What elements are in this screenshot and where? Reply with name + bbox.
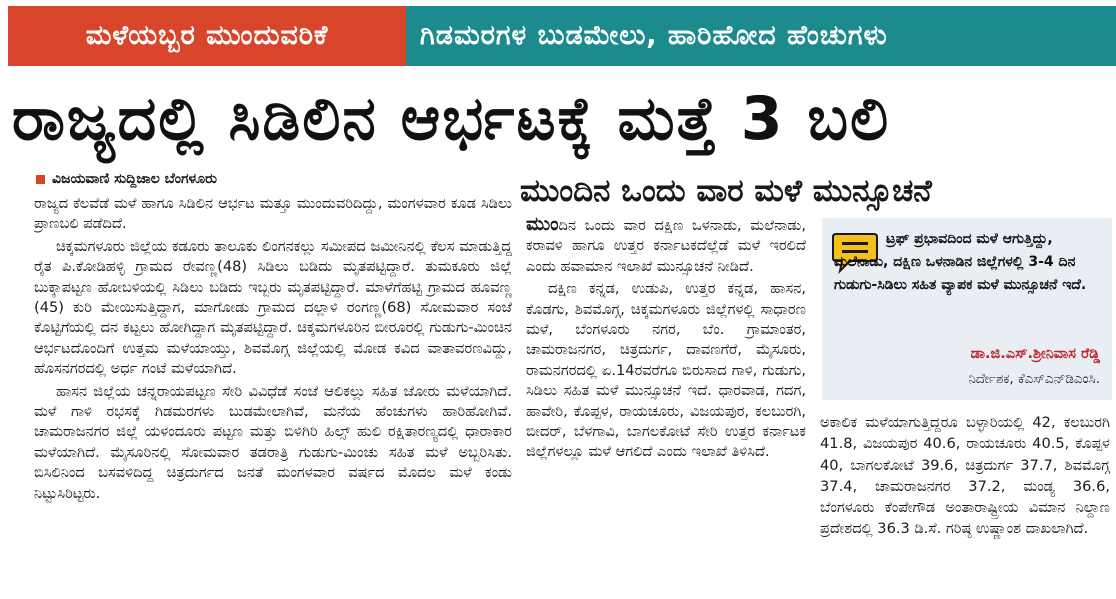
main-headline: ರಾಜ್ಯದಲ್ಲಿ ಸಿಡಿಲಿನ ಆರ್ಭಟಕ್ಕೆ ಮತ್ತೆ 3 ಬಲಿ xyxy=(12,84,891,154)
middle-column xyxy=(526,214,806,599)
banner-right-tag: ಗಿಡಮರಗಳ ಬುಡಮೇಲು, ಹಾರಿಹೋದ ಹೆಂಚುಗಳು xyxy=(406,6,1116,66)
sub-headline: ಮುಂದಿನ ಒಂದು ವಾರ ಮಳೆ ಮುನ್ಸೂಚನೆ xyxy=(520,173,932,209)
left-paragraph-3: ಹಾಸನ ಜಿಲ್ಲೆಯ ಚನ್ನರಾಯಪಟ್ಟಣ ಸೇರಿ ವಿವಿಧೆಡೆ ಸಂಜೆ ಆಲಿಕಲ್ಲು ಸಹಿತ ಜೋರು ಮಳೆಯಾಗಿದೆ. ಮಳೆ ಗಾಳಿ ರಭಸಕ್ಕೆ ಗಿಡಮರಗಳು ಬುಡಮೇಲಾಗಿವೆ, ಮನೆಯ ಹೆಂಚುಗಳು ಹಾರಿಹೋಗಿವೆ. ಚಾಮರಾಜನಗರ ಜಿಲ್ಲೆ ಯಳಂದೂರು ಪಟ್ಟಣ ಮತ್ತು ಬಿಳಿಗಿರಿ ಹಿಲ್ಸ್ ಹುಲಿ ರಕ್ಷಿತಾರಣ್ಯದಲ್ಲಿ ಧಾರಾಕಾರ ಮಳೆಯಾಗಿದೆ. ಮೈಸೂರಿನಲ್ಲಿ ಸೋಮವಾರ ತಡರಾತ್ರಿ ಗುಡುಗು-ಮಿಂಚು ಸಹಿತ ಮಳೆ ಅಬ್ಬರಿಸಿತು. ಬಿಸಿಲಿನಿಂದ ಬಸವಳಿದಿದ್ದ ಚಿತ್ರದುರ್ಗದ ಜನತೆ ಮಂಗಳವಾರ ವರ್ಷದ ಮೊದಲ ಮಳೆ ಕಂಡು ನಿಟ್ಟುಸಿರಿಟ್ಟರು. xyxy=(34,382,512,502)
dropcap: ಮುಂ xyxy=(526,214,559,235)
right-column xyxy=(820,412,1110,599)
quote-text: ಟ್ರಫ್ ಪ್ರಭಾವದಿಂದ ಮಳೆ ಆಗುತ್ತಿದ್ದು, ಮಲೆನಾಡು, ದಕ್ಷಿಣ ಒಳನಾಡಿನ ಜಿಲ್ಲೆಗಳಲ್ಲಿ 3-4 ದಿನ ಗುಡುಗು-ಸಿಡಿಲು ಸಹಿತ ವ್ಯಾಪಕ ಮಳೆ ಮುನ್ಸೂಚನೆ ಇದೆ. xyxy=(834,231,1087,293)
middle-paragraph-1 xyxy=(526,214,806,277)
quote-box xyxy=(822,218,1112,400)
left-paragraph-1: ರಾಜ್ಯದ ಕೆಲವೆಡೆ ಮಳೆ ಹಾಗೂ ಸಿಡಿಲಿನ ಆರ್ಭಟ ಮತ್ತೂ ಮುಂದುವರಿದಿದ್ದು, ಮಂಗಳವಾರ ಕೂಡ ಸಿಡಿಲು ಪ್ರಾಣಬಲಿ ಪಡೆದಿದೆ. xyxy=(34,195,512,233)
section-banner xyxy=(8,6,1116,66)
left-column xyxy=(34,194,512,599)
square-bullet-icon xyxy=(36,175,45,184)
quote-author-name: ಡಾ.ಜಿ.ಎಸ್.ಶ್ರೀನಿವಾಸ ರೆಡ್ಡಿ xyxy=(970,346,1100,362)
middle-paragraph-1-text: ದಿನ ಒಂದು ವಾರ ದಕ್ಷಿಣ ಒಳನಾಡು, ಮಲೆನಾಡು, ಕರಾವಳಿ ಹಾಗೂ ಉತ್ತರ ಕರ್ನಾಟಕದೆಲ್ಲೆಡೆ ಮಳೆ ಇರಲಿದೆ ಎಂದು ಹವಾಮಾನ ಇಲಾಖೆ ಮುನ್ಸೂಚನೆ ನೀಡಿದೆ. xyxy=(526,217,806,275)
byline-text: ವಿಜಯವಾಣಿ ಸುದ್ದಿಜಾಲ ಬೆಂಗಳೂರು xyxy=(52,171,217,187)
right-paragraph: ಅಕಾಲಿಕ ಮಳೆಯಾಗುತ್ತಿದ್ದರೂ ಬಳ್ಳಾರಿಯಲ್ಲಿ 42, ಕಲಬುರಗಿ 41.8, ವಿಜಯಪುರ 40.6, ರಾಯಚೂರು 40.5, ಕೊಪ್ಪಳ 40, ಬಾಗಲಕೋಟೆ 39.6, ಚಿತ್ರದುರ್ಗ 37.7, ಶಿವಮೊಗ್ಗ 37.4, ಚಾಮರಾಜನಗರ 37.2, ಮಂಡ್ಯ 36.6, ಬೆಂಗಳೂರು ಕೆಂಪೇಗೌಡ ಅಂತಾರಾಷ್ಟ್ರೀಯ ವಿಮಾನ ನಿಲ್ದಾಣ ಪ್ರದೇಶದಲ್ಲಿ 36.3 ಡಿ.ಸೆ. ಗರಿಷ್ಠ ಉಷ್ಣಾಂಶ ದಾಖಲಾಗಿದೆ. xyxy=(820,414,1110,538)
middle-paragraph-2: ದಕ್ಷಿಣ ಕನ್ನಡ, ಉಡುಪಿ, ಉತ್ತರ ಕನ್ನಡ, ಹಾಸನ, ಕೊಡಗು, ಶಿವಮೊಗ್ಗ, ಚಿಕ್ಕಮಗಳೂರು ಜಿಲ್ಲೆಗಳಲ್ಲಿ ಸಾಧಾರಣ ಮಳೆ, ಬೆಂಗಳೂರು ನಗರ, ಬೆಂ. ಗ್ರಾಮಾಂತರ, ಚಾಮರಾಜನಗರ, ಚಿತ್ರದುರ್ಗ, ದಾವಣಗೆರೆ, ಮೈಸೂರು, ರಾಮನಗರದಲ್ಲಿ ಏ.14ರವರೆಗೂ ಬಿರುಸಾದ ಗಾಳಿ, ಗುಡುಗು, ಸಿಡಿಲು ಸಹಿತ ಮಳೆ ಮುನ್ಸೂಚನೆ ಇದೆ. ಧಾರವಾಡ, ಗದಗ, ಹಾವೇರಿ, ಕೊಪ್ಪಳ, ರಾಯಚೂರು, ವಿಜಯಪುರ, ಕಲಬುರಗಿ, ಬೀದರ್, ಬೆಳಗಾವಿ, ಬಾಗಲಕೋಟೆ ಸೇರಿ ಉತ್ತರ ಕರ್ನಾಟಕ ಜಿಲ್ಲೆಗಳಲ್ಲೂ ಮಳೆ ಆಗಲಿದೆ ಎಂದು ಇಲಾಖೆ ತಿಳಿಸಿದೆ. xyxy=(526,280,806,461)
left-paragraph-2: ಚಿಕ್ಕಮಗಳೂರು ಜಿಲ್ಲೆಯ ಕಡೂರು ತಾಲೂಕು ಲಿಂಗನಕಲ್ಲು ಸಮೀಪದ ಜಮೀನಿನಲ್ಲಿ ಕೆಲಸ ಮಾಡುತ್ತಿದ್ದ ರೈತ ಪಿ.ಕೋಡಿಹಳ್ಳಿ ಗ್ರಾಮದ ರೇವಣ್ಣ(48) ಸಿಡಿಲು ಬಡಿದು ಮೃತಪಟ್ಟಿದ್ದಾರೆ. ತುಮಕೂರು ಜಿಲ್ಲೆ ಬುಕ್ಕಾಪಟ್ಟಣ ಹೋಬಳಿಯಲ್ಲಿ ಸಿಡಿಲು ಬಡಿದು ಇಬ್ಬರು ಮೃತಪಟ್ಟಿದ್ದಾರೆ. ಮಾಳೆಗೆಹಟ್ಟಿ ಗ್ರಾಮದ ಹೂವಣ್ಣ (45) ಕುರಿ ಮೇಯಿಸುತ್ತಿದ್ದಾಗ, ಮಾಗೋಡು ಗ್ರಾಮದ ದಲ್ಲಾಳಿ ರಂಗಣ್ಣ(68) ಸೋಮವಾರ ಸಂಜೆ ಕೊಟ್ಟಿಗೆಯಲ್ಲಿ ದನ ಕಟ್ಟಲು ಹೋಗಿದ್ದಾಗ ಮೃತಪಟ್ಟಿದ್ದಾರೆ. ಚಿಕ್ಕಮಗಳೂರಿನ ಬೀರೂರಲ್ಲಿ ಗುಡುಗು-ಮಿಂಚಿನ ಆರ್ಭಟದೊಂದಿಗೆ ಉತ್ತಮ ಮಳೆಯಾಯ್ತು, ಶಿವಮೊಗ್ಗ ಜಿಲ್ಲೆಯಲ್ಲಿ ಮೋಡ ಕವಿದ ವಾತಾವರಣವಿದ್ದು, ಹೊಸನಗರದಲ್ಲಿ ಅರ್ಧ ಗಂಟೆ ಮಳೆಯಾಗಿದೆ. xyxy=(34,237,512,378)
quote-author-role: ನಿರ್ದೇಶಕ, ಕೆಎಸ್‌ಎನ್‌ಡಿಎಂಸಿ. xyxy=(968,371,1100,387)
byline xyxy=(36,171,217,187)
banner-left-tag: ಮಳೆಯಬ್ಬರ ಮುಂದುವರಿಕೆ xyxy=(8,6,406,66)
